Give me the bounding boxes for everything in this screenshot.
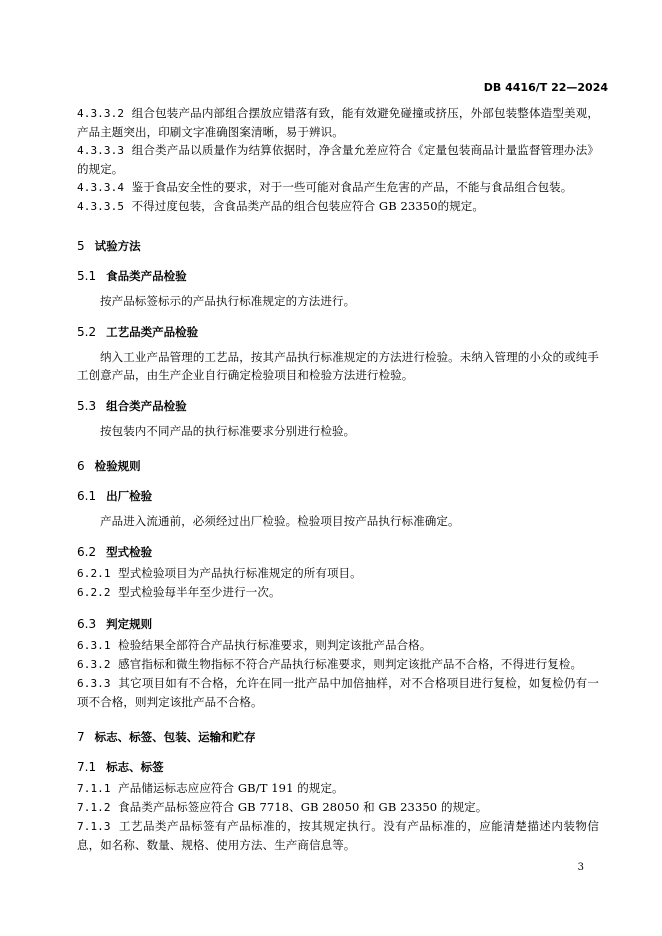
section-heading-6-1: [77, 488, 599, 504]
clause-text: 其它项目如有不合格，允许在同一批产品中加倍抽样，对不合格项目进行复检，如复检仍有一项不合格，则判定该批产品不合格。: [77, 676, 599, 709]
clause-number: 7.1.3: [77, 820, 111, 833]
section-heading-5-3: [77, 398, 599, 414]
section-title: 食品类产品检验: [106, 269, 187, 283]
section-title: 出厂检验: [106, 489, 153, 503]
clause-7-1-2: [77, 798, 599, 817]
section-title: 试验方法: [94, 239, 141, 253]
clause-4-3-3-4: [77, 178, 599, 197]
clause-text: 型式检验项目为产品执行标准规定的所有项目。: [118, 566, 362, 580]
clause-text: 组合包装产品内部组合摆放应错落有致，能有效避免碰撞或挤压，外部包装整体造型美观，产品主题突出，印刷文字准确图案清晰，易于辨识。: [77, 106, 599, 139]
section-title: 工艺品类产品检验: [106, 325, 199, 339]
section-5-3-body: 按包装内不同产品的执行标准要求分别进行检验。: [100, 424, 356, 438]
clause-text: 不得过度包装，含食品类产品的组合包装应符合 GB 23350的规定。: [131, 199, 485, 213]
clause-7-1-1: [77, 779, 599, 798]
section-heading-5-1: [77, 268, 599, 284]
section-heading-6-3: [77, 616, 599, 632]
clause-text: 鉴于食品安全性的要求，对于一些可能对食品产生危害的产品，不能与食品组合包装。: [131, 180, 573, 194]
section-number: 7.1: [77, 760, 97, 774]
clause-6-3-3: [77, 674, 599, 711]
section-title: 标志、标签、包装、运输和贮存: [94, 730, 256, 744]
clause-4-3-3-5: [77, 197, 599, 216]
section-number: 5.2: [77, 325, 97, 339]
section-title: 检验规则: [94, 459, 141, 473]
section-title: 组合类产品检验: [106, 399, 187, 413]
clause-text: 型式检验每半年至少进行一次。: [118, 585, 281, 599]
clause-text: 食品类产品标签应符合 GB 7718、GB 28050 和 GB 23350 的规定。: [118, 800, 488, 814]
clause-number: 6.3.3: [77, 677, 111, 690]
clause-text: 工艺品类产品标签有产品标准的，按其规定执行。没有产品标准的，应能清楚描述内装物信息，如名称、数量、规格、使用方法、生产商信息等。: [77, 819, 600, 852]
clause-number: 6.2.2: [77, 586, 111, 599]
clause-6-3-2: [77, 655, 599, 674]
clause-6-3-1: [77, 636, 599, 655]
clause-number: 4.3.3.5: [77, 200, 125, 213]
section-5-1-body: 按产品标签标示的产品执行标准规定的方法进行。: [100, 294, 356, 308]
clause-text: 检验结果全部符合产品执行标准要求，则判定该批产品合格。: [118, 638, 432, 652]
section-title: 型式检验: [106, 545, 153, 559]
clause-number: 7.1.2: [77, 801, 111, 814]
section-number: 5.3: [77, 399, 97, 413]
clause-6-2-2: [77, 583, 599, 602]
clause-number: 7.1.1: [77, 782, 111, 795]
clause-number: 6.3.1: [77, 639, 111, 652]
clause-number: 6.2.1: [77, 567, 111, 580]
clause-6-2-1: [77, 564, 599, 583]
clause-text: 组合类产品以质量作为结算依据时，净含量允差应符合《定量包装商品计量监督管理办法》的规定。: [77, 143, 599, 176]
section-heading-6-2: [77, 544, 599, 560]
clause-4-3-3-3: [77, 141, 599, 178]
clause-number: 4.3.3.3: [77, 144, 125, 157]
section-heading-6: [77, 458, 599, 474]
section-number: 6: [77, 459, 85, 473]
document-body: [77, 104, 599, 854]
section-number: 5: [77, 239, 85, 253]
page-number: 3: [577, 862, 584, 873]
section-heading-5: [77, 238, 599, 254]
section-number: 6.2: [77, 545, 97, 559]
section-number: 7: [77, 730, 85, 744]
section-heading-7: [77, 729, 599, 745]
clause-text: 产品储运标志应应符合 GB/T 191 的规定。: [118, 781, 344, 795]
section-heading-7-1: [77, 759, 599, 775]
clause-number: 4.3.3.4: [77, 181, 125, 194]
section-number: 6.1: [77, 489, 97, 503]
section-heading-5-2: [77, 324, 599, 340]
section-number: 6.3: [77, 617, 97, 631]
section-6-1-body: 产品进入流通前，必须经过出厂检验。检验项目按产品执行标准确定。: [100, 514, 460, 528]
section-title: 判定规则: [106, 617, 153, 631]
clause-7-1-3: [77, 817, 599, 854]
section-number: 5.1: [77, 269, 97, 283]
document-id-header: DB 4416/T 22—2024: [483, 81, 608, 94]
clause-number: 4.3.3.2: [77, 107, 125, 120]
clause-number: 6.3.2: [77, 658, 111, 671]
clause-4-3-3-2: [77, 104, 599, 141]
clause-text: 感官指标和微生物指标不符合产品执行标准要求，则判定该批产品不合格，不得进行复检。: [118, 657, 583, 671]
section-5-2-body: 纳入工业产品管理的工艺品，按其产品执行标准规定的方法进行检验。未纳入管理的小众的或纯手工创意产品，由生产企业自行确定检验项目和检验方法进行检验。: [77, 350, 599, 382]
section-title: 标志、标签: [106, 760, 164, 774]
